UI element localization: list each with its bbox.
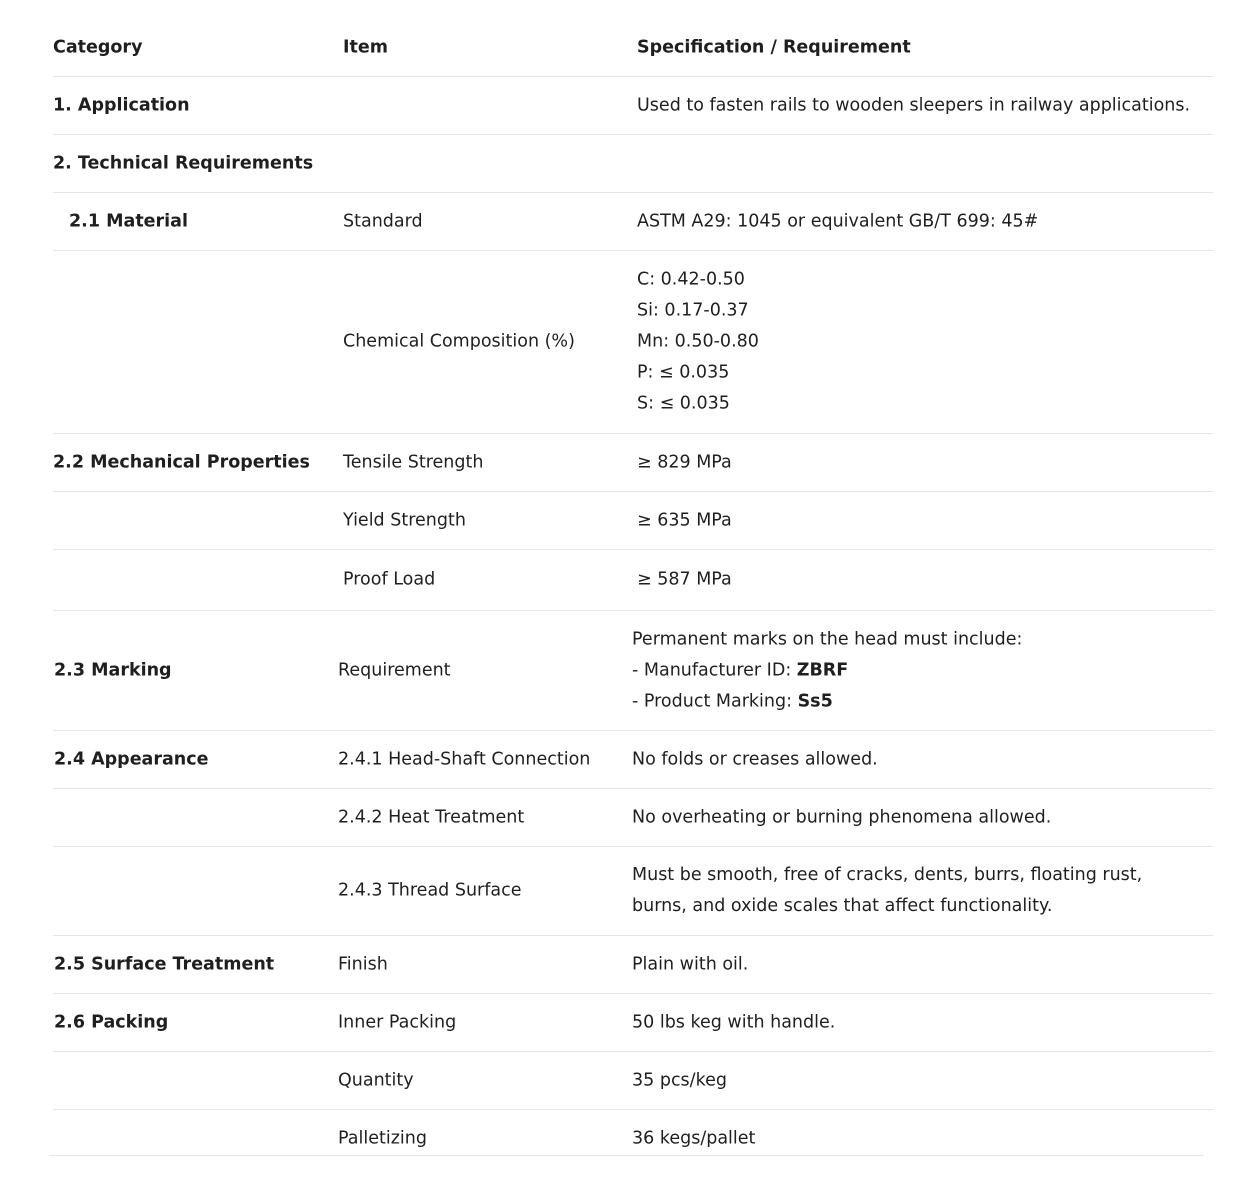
table-row bbox=[53, 847, 1213, 936]
composition-carbon: C: 0.42-0.50 bbox=[637, 269, 745, 290]
spec-cell: 36 kegs/pallet bbox=[632, 1128, 756, 1148]
item-cell: 2.4.1 Head-Shaft Connection bbox=[338, 749, 591, 769]
table-row bbox=[53, 1052, 1213, 1110]
spec-table bbox=[53, 20, 1213, 1167]
table-row bbox=[53, 611, 1213, 731]
table-row bbox=[53, 251, 1213, 434]
table-row bbox=[53, 77, 1213, 135]
item-cell: Standard bbox=[343, 211, 423, 231]
table-row bbox=[53, 731, 1213, 789]
category-cell: 2.2 Mechanical Properties bbox=[53, 452, 310, 472]
table-header bbox=[53, 20, 1213, 77]
item-cell: Proof Load bbox=[343, 569, 436, 590]
item-cell: Finish bbox=[338, 954, 388, 974]
spec-cell: ≥ 635 MPa bbox=[637, 510, 732, 530]
spec-cell: Used to fasten rails to wooden sleepers in railway applications. bbox=[637, 95, 1191, 115]
category-cell: 2.3 Marking bbox=[54, 660, 172, 680]
spec-cell: ASTM A29: 1045 or equivalent GB/T 699: 45# bbox=[637, 211, 1039, 231]
marking-manufacturer bbox=[632, 655, 1022, 686]
spec-cell: No overheating or burning phenomena allowed. bbox=[632, 807, 1052, 827]
spec-cell bbox=[632, 624, 1022, 717]
spec-cell: ≥ 587 MPa bbox=[637, 569, 732, 590]
spec-cell: Plain with oil. bbox=[632, 954, 749, 974]
table-row bbox=[53, 936, 1213, 994]
table-row bbox=[53, 193, 1213, 251]
category-cell: 2.6 Packing bbox=[54, 1012, 169, 1032]
category-cell: 2. Technical Requirements bbox=[53, 153, 314, 173]
spec-cell: ≥ 829 MPa bbox=[637, 452, 732, 472]
spec-cell: No folds or creases allowed. bbox=[632, 749, 878, 769]
table-row bbox=[53, 994, 1213, 1052]
category-cell: 1. Application bbox=[53, 95, 190, 115]
item-cell: Chemical Composition (%) bbox=[343, 331, 575, 352]
item-cell: Requirement bbox=[338, 660, 451, 680]
category-cell: 2.5 Surface Treatment bbox=[54, 954, 275, 974]
spec-cell bbox=[637, 265, 759, 420]
marking-product bbox=[632, 686, 1022, 717]
table-row bbox=[53, 789, 1213, 847]
category-cell: 2.4 Appearance bbox=[54, 749, 209, 769]
item-cell: Inner Packing bbox=[338, 1012, 457, 1032]
spec-cell: 35 pcs/keg bbox=[632, 1070, 727, 1090]
table-row bbox=[53, 492, 1213, 550]
composition-silicon: Si: 0.17-0.37 bbox=[637, 300, 749, 321]
marking-product-value: Ss5 bbox=[797, 691, 833, 711]
header-item: Item bbox=[343, 37, 388, 58]
composition-sulfur: S: ≤ 0.035 bbox=[637, 393, 730, 414]
marking-intro: Permanent marks on the head must include: bbox=[632, 629, 1023, 649]
item-cell: Quantity bbox=[338, 1070, 414, 1090]
composition-phosphorus: P: ≤ 0.035 bbox=[637, 362, 730, 383]
table-row bbox=[53, 135, 1213, 193]
thread-surface-line-1: Must be smooth, free of cracks, dents, burrs, floating rust, bbox=[632, 865, 1143, 885]
item-cell: Yield Strength bbox=[343, 510, 466, 530]
item-cell: Palletizing bbox=[338, 1128, 427, 1148]
marking-manufacturer-value: ZBRF bbox=[796, 660, 849, 680]
table-row bbox=[53, 1110, 1213, 1167]
item-cell: Tensile Strength bbox=[343, 452, 484, 472]
item-cell: 2.4.3 Thread Surface bbox=[338, 880, 522, 901]
header-spec: Specification / Requirement bbox=[637, 37, 911, 58]
marking-product-label: - Product Marking: bbox=[632, 691, 798, 711]
spec-cell bbox=[632, 860, 1142, 922]
table-bottom-divider bbox=[49, 1155, 1204, 1156]
item-cell: 2.4.2 Heat Treatment bbox=[338, 807, 525, 827]
header-category: Category bbox=[53, 37, 143, 58]
category-cell: 2.1 Material bbox=[69, 211, 188, 231]
table-row bbox=[53, 550, 1213, 611]
thread-surface-line-2: burns, and oxide scales that affect functionality. bbox=[632, 896, 1053, 916]
spec-cell: 50 lbs keg with handle. bbox=[632, 1012, 836, 1032]
composition-manganese: Mn: 0.50-0.80 bbox=[637, 331, 759, 352]
marking-manufacturer-label: - Manufacturer ID: bbox=[632, 660, 797, 680]
table-row bbox=[53, 434, 1213, 492]
